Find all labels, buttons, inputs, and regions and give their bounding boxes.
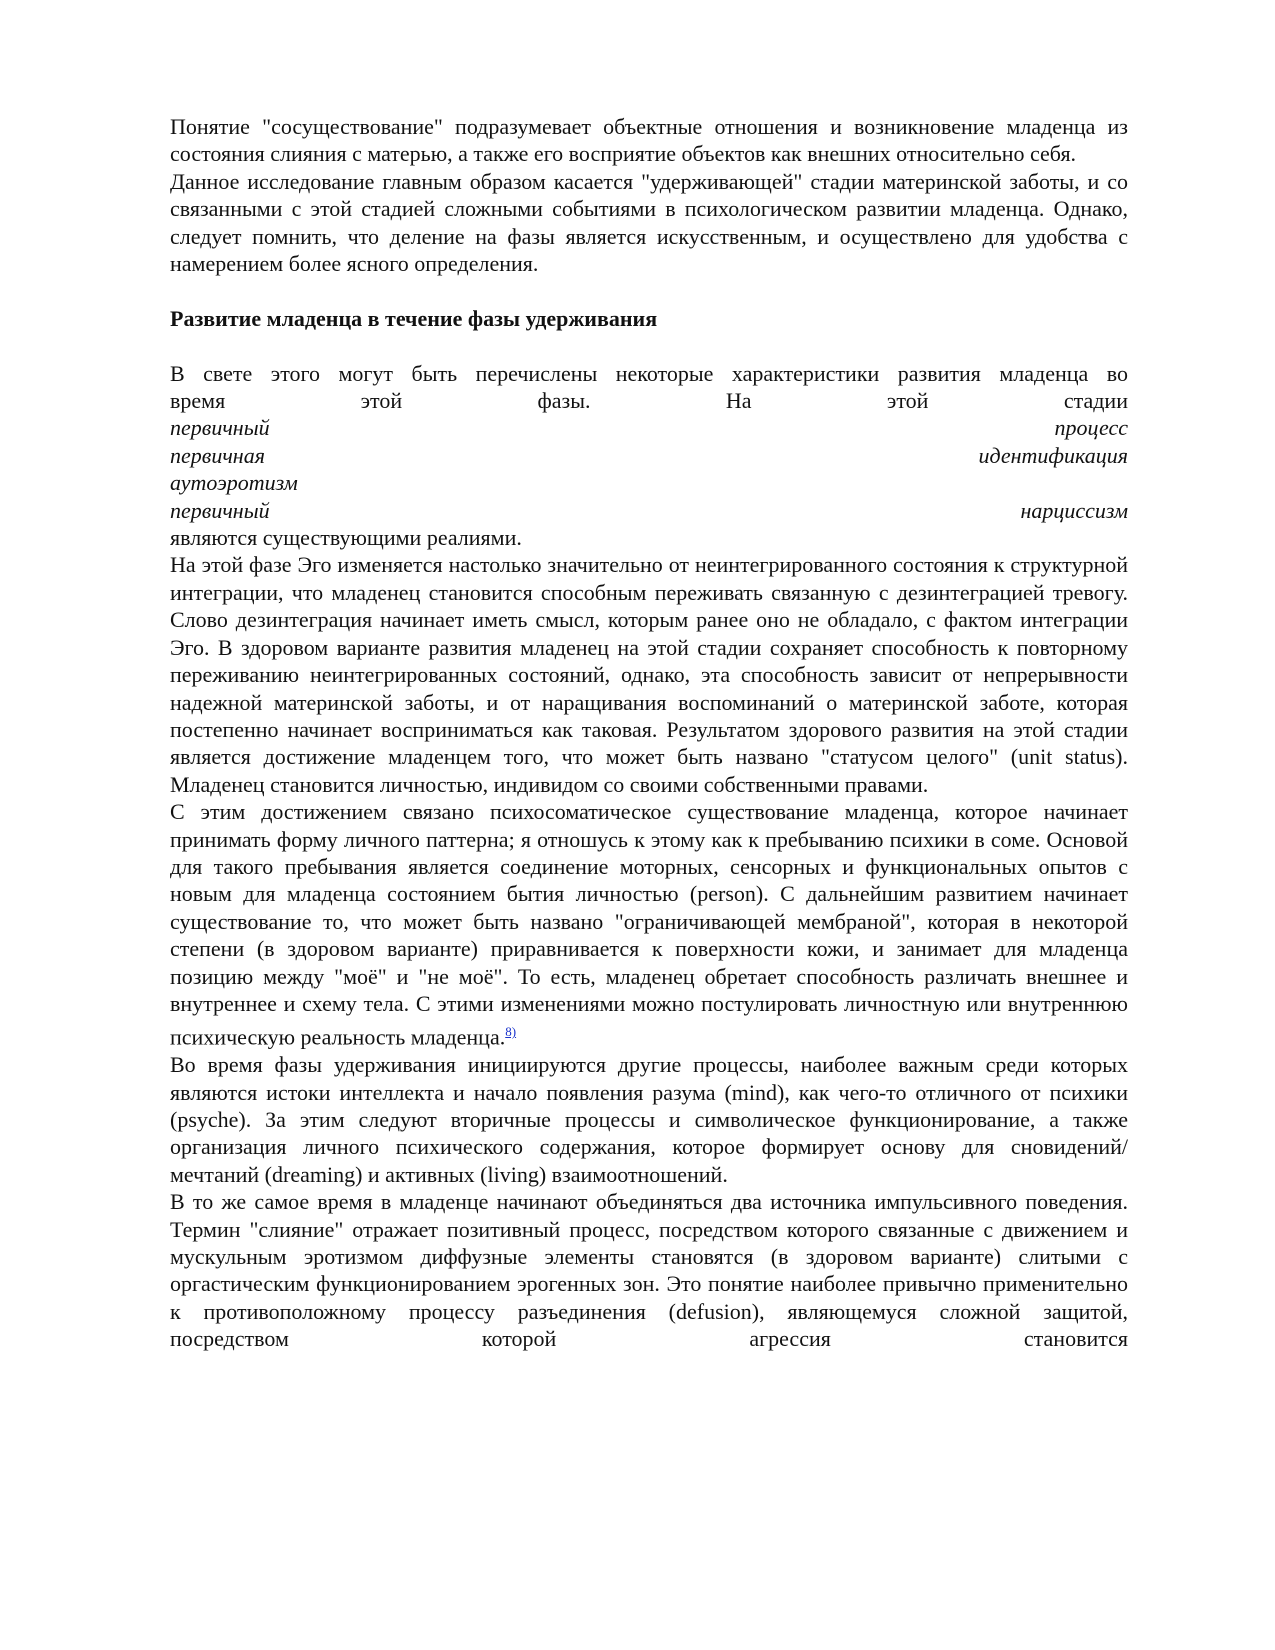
term-right: идентификация [978, 442, 1128, 468]
term-right: процесс [1054, 415, 1128, 441]
paragraph-realities: являются существующими реалиями. [170, 525, 522, 551]
term-line [170, 497, 1128, 524]
term-left: первичный [170, 497, 270, 523]
section-heading: Развитие младенца в течение фазы удерживания [170, 305, 658, 331]
footnote-link[interactable]: 8) [505, 1024, 517, 1040]
document-page [170, 113, 1128, 1353]
word: фазы. [537, 388, 591, 414]
paragraph-holding-stage: Данное исследование главным образом касается "удерживающей" стадии материнской заботы, и со связанными с этой стадией сложными событиями в психологическом развитии младенца. Однако, следует помнить, что деление на фазы является искусственным, и осуществлено для удобства с намерением более ясного определения. [170, 168, 1128, 277]
word: время [170, 388, 226, 414]
word: этой [360, 388, 403, 414]
paragraph-psychosomatic [170, 798, 1128, 1051]
term-line [170, 414, 1128, 441]
paragraph-coexistence: Понятие "сосуществование" подразумевает объектные отношения и возникновение младенца из состояния слияния с матерью, а также его восприятие объектов как внешних относительно себя. [170, 114, 1128, 167]
term-line [170, 469, 1128, 496]
paragraph-text: С этим достижением связано психосоматическое существование младенца, которое начинает принимать форму личного паттерна; я отношусь к этому как к пребыванию психики в соме. Основой для такого пребывания является соединение моторных, сенсорных и функциональных опытов с новым для младенца состоянием бытия личностью (person). С дальнейшим развитием начинает существование то, что может быть названо "ограничивающей мембраной", которая в некоторой степени (в здоровом варианте) приравнивается к поверхности кожи, и занимает для младенца позицию между "моё" и "не моё". То есть, младенец обретает способность различать внешнее и внутреннее и схему тела. С этими изменениями можно постулировать личностную или внутреннюю психическую реальность младенца. [170, 799, 1128, 1050]
word: этой [886, 388, 929, 414]
term-left: первичная [170, 442, 265, 468]
spread-line [170, 387, 1128, 414]
term-left: аутоэротизм [170, 470, 298, 496]
term-right: нарциссизм [1020, 497, 1128, 523]
paragraph-intellect: Во время фазы удерживания инициируются другие процессы, наиболее важным среди которых являются истоки интеллекта и начало появления разума (mind), как чего-то отличного от психики (psyche). За этим следуют вторичные процессы и символическое функционирование, а также организация личного психического содержания, которое формирует основу для сновидений/мечтаний (dreaming) и активных (living) взаимоотношений. [170, 1052, 1128, 1187]
blank-line [170, 277, 1128, 304]
word: стадии [1063, 388, 1128, 414]
term-left: первичный [170, 415, 270, 441]
paragraph-ego-integration: На этой фазе Эго изменяется настолько значительно от неинтегрированного состояния к структурной интеграции, что младенец становится способным переживать связанную с дезинтеграцией тревогу. Слово дезинтеграция начинает иметь смысл, которым ранее оно не обладало, с фактом интеграции Эго. В здоровом варианте развития младенец на этой стадии сохраняет способность к повторному переживанию неинтегрированных состояний, однако, эта способность зависит от непрерывности надежной материнской заботы, и от наращивания воспоминаний о материнской заботе, которая постепенно начинает восприниматься как таковая. Результатом здорового развития на этой стадии является достижение младенцем того, что может быть названо "статусом целого" (unit status). Младенец становится личностью, индивидом со своими собственными правами. [170, 552, 1128, 797]
paragraph-fusion: В то же самое время в младенце начинают объединяться два источника импульсивного поведения. Термин "слияние" отражает позитивный процесс, посредством которого связанные с движением и мускульным эротизмом диффузные элементы становятся (в здоровом варианте) слитыми с оргастическим функционированием эрогенных зон. Это понятие наиболее привычно применительно к противоположному процессу разъединения (defusion), являющемуся сложной защитой, посредством которой агрессия становится [170, 1189, 1128, 1352]
word: На [725, 388, 752, 414]
blank-line [170, 332, 1128, 359]
paragraph-characteristics-line: В свете этого могут быть перечислены некоторые характеристики развития младенца во [170, 360, 1128, 386]
term-line [170, 442, 1128, 469]
